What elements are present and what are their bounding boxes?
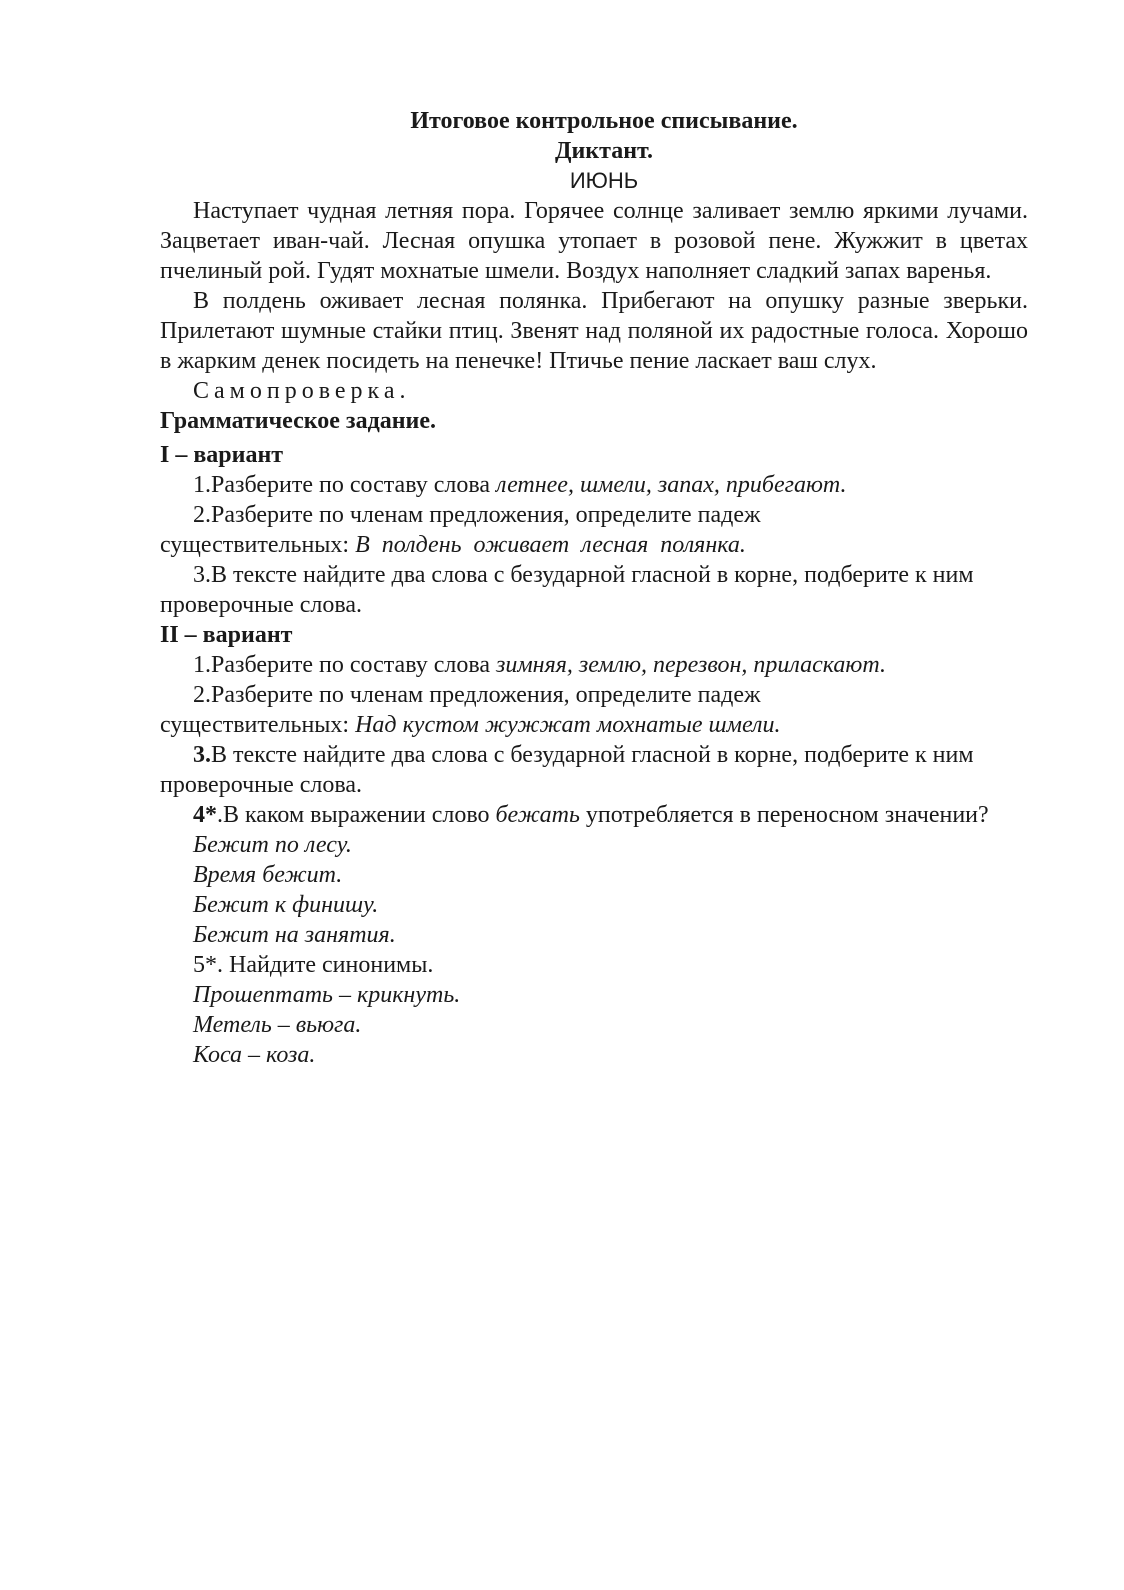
variant2-heading: II – вариант xyxy=(160,622,293,648)
variant2-task3-text: В тексте найдите два слова с безударной гласной в корне, подберите к ним проверочные слова. xyxy=(160,742,974,798)
variant1-task1 xyxy=(160,470,1028,500)
task5-option-3: Коса – коза. xyxy=(193,1042,316,1068)
variant2-task2-line1: 2.Разберите по членам предложения, определите падеж xyxy=(193,682,761,708)
variant1-heading: I – вариант xyxy=(160,442,284,468)
document-page xyxy=(160,106,1028,1070)
variant2-task5: 5*. Найдите синонимы. xyxy=(193,952,434,978)
variant2-task2-sentence: Над кустом жужжат мохнатые шмели. xyxy=(355,712,781,738)
dictation-paragraph-2: В полдень оживает лесная полянка. Прибегают на опушку разные зверьки. Прилетают шумные стайки птиц. Звенят над поляной их радостные голоса. Хорошо в жарким денек посидеть на пенечке! Птичье пение ласкает ваш слух. xyxy=(160,288,1028,374)
variant2-task4-word: бежать xyxy=(495,802,580,828)
document-title: Итоговое контрольное списывание. xyxy=(410,108,798,134)
variant2-task4 xyxy=(160,800,1028,830)
variant1-task2-line1: 2.Разберите по членам предложения, определите падеж xyxy=(193,502,761,528)
variant1-task2-line2 xyxy=(160,530,1028,560)
variant2-task4-after: употребляется в переносном значении? xyxy=(579,802,989,828)
variant1-task2-sentence: В полдень оживает лесная полянка. xyxy=(355,532,746,558)
variant2-task2-line2 xyxy=(160,710,1028,740)
text-title: ИЮНЬ xyxy=(569,168,639,193)
variant2-task3-num: 3. xyxy=(193,742,211,768)
task5-option-1: Прошептать – крикнуть. xyxy=(193,982,461,1008)
document-subtitle: Диктант. xyxy=(554,138,654,164)
task4-option-1: Бежит по лесу. xyxy=(193,832,352,858)
variant2-task4-before: .В каком выражении слово xyxy=(217,802,496,828)
self-check-label: Самопроверка. xyxy=(193,378,411,404)
variant2-task2-label: существительных: xyxy=(160,712,356,738)
variant1-task1-text: 1.Разберите по составу слова xyxy=(193,472,496,498)
task4-option-2: Время бежит. xyxy=(193,862,343,888)
variant1-task1-words: летнее, шмели, запах, прибегают. xyxy=(496,472,847,498)
variant2-task1-words: зимняя, землю, перезвон, приласкают. xyxy=(496,652,886,678)
task4-option-3: Бежит к финишу. xyxy=(193,892,379,918)
variant2-task1 xyxy=(160,650,1028,680)
dictation-paragraph-1: Наступает чудная летняя пора. Горячее солнце заливает землю яркими лучами. Зацветает иван-чай. Лесная опушка утопает в розовой пене. Жужжит в цветах пчелиный рой. Гудят мохнатые шмели. Воздух наполняет сладкий запах варенья. xyxy=(160,198,1028,284)
variant2-task1-text: 1.Разберите по составу слова xyxy=(193,652,496,678)
variant2-task3 xyxy=(160,740,1028,800)
variant1-task2-label: существительных: xyxy=(160,532,356,558)
task4-option-4: Бежит на занятия. xyxy=(193,922,396,948)
variant2-task4-num: 4* xyxy=(193,802,217,828)
grammar-heading: Грамматическое задание. xyxy=(160,408,437,434)
task5-option-2: Метель – вьюга. xyxy=(193,1012,362,1038)
title-block xyxy=(180,106,1028,196)
variant1-task3: 3.В тексте найдите два слова с безударной гласной в корне, подберите к ним проверочные слова. xyxy=(160,562,974,618)
